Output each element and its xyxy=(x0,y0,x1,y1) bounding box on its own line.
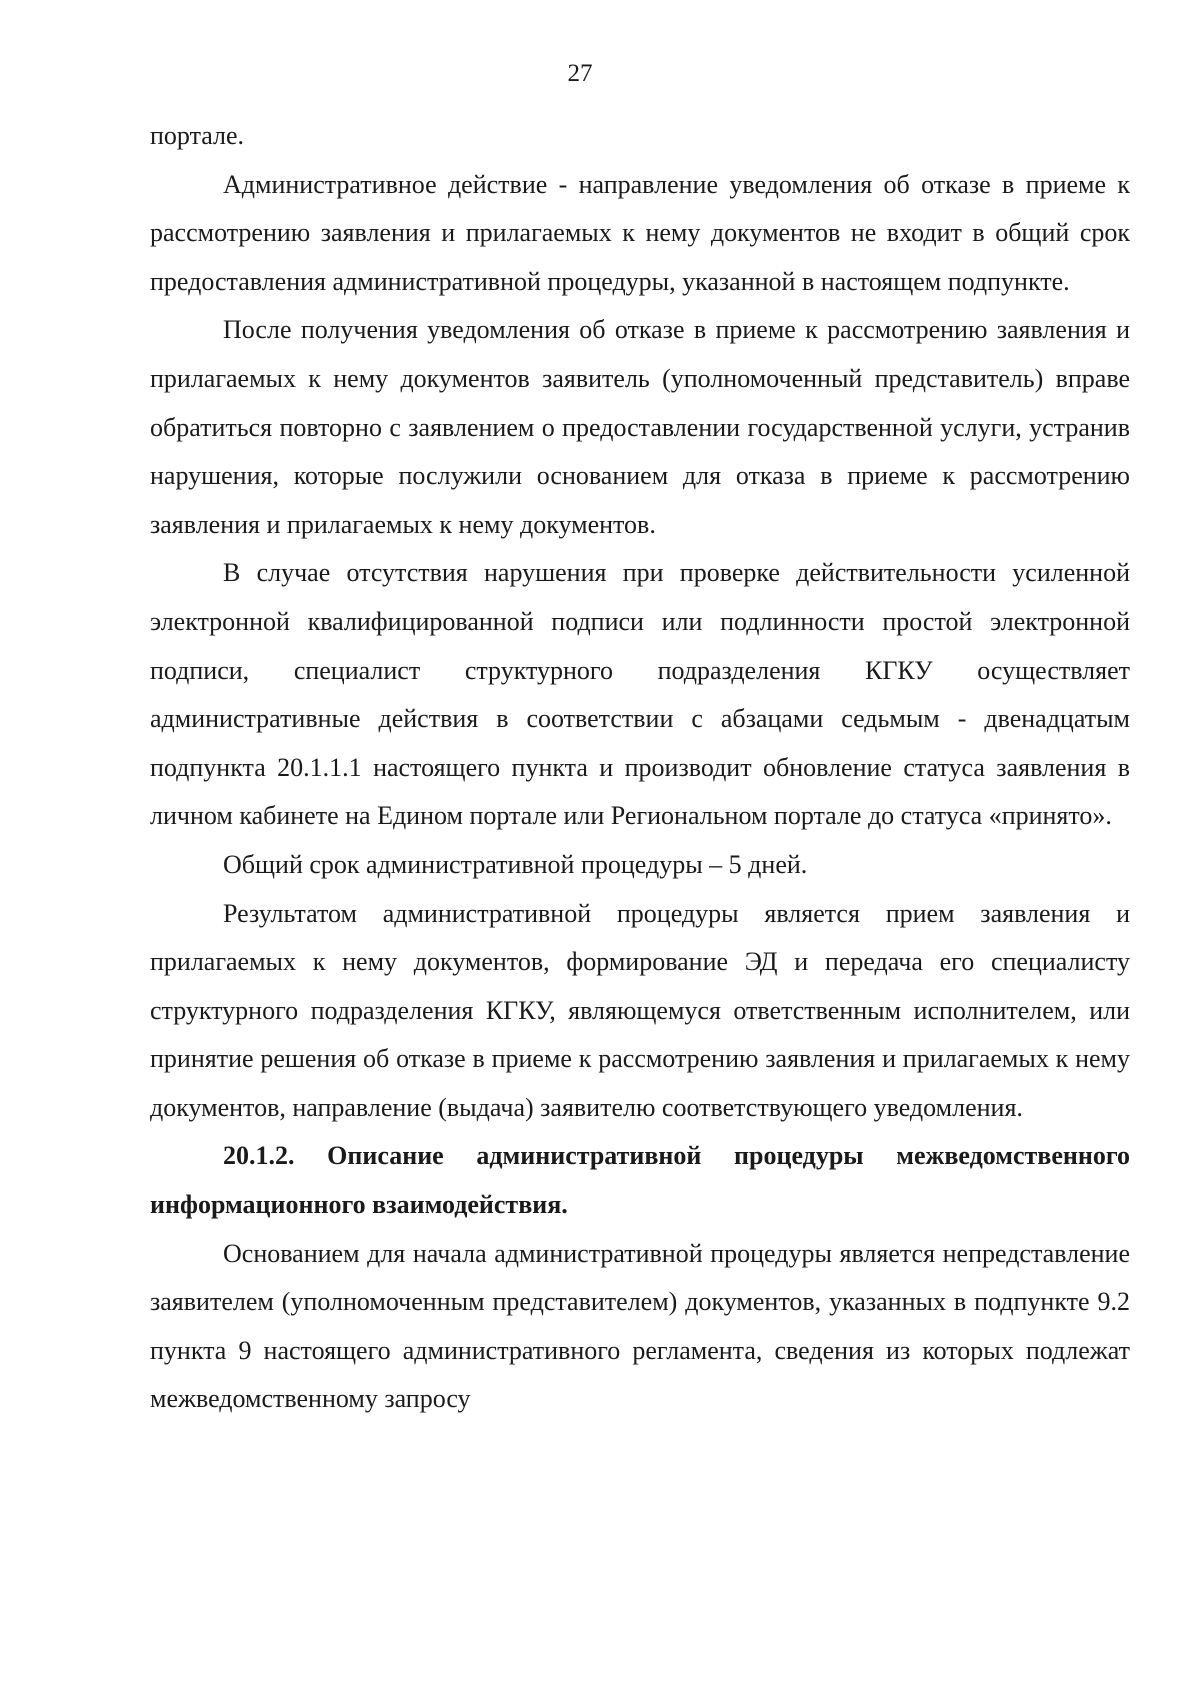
section-heading-20-1-2: 20.1.2. Описание административной процедуры межведомственного информационного взаимодействия. xyxy=(150,1141,1130,1220)
paragraph-continuation: портале. xyxy=(150,121,245,150)
page-number: 27 xyxy=(567,60,593,87)
paragraph-total-term: Общий срок административной процедуры – 5 дней. xyxy=(223,849,808,879)
paragraph-no-violation: В случае отсутствия нарушения при проверке действительности усиленной электронной квалифицированной подписи или подлинности простой электронной подписи, специалист структурного подразделения КГКУ осуществляет административные действия в соответствии с абзацами седьмым - двенадцатым подпункта 20.1.1.1 настоящего пункта и производит обновление статуса заявления в личном кабинете на Едином портале или Региональном портале до статуса «принято». xyxy=(150,558,1130,831)
paragraph-result: Результатом административной процедуры является прием заявления и прилагаемых к нему документов, формирование ЭД и передача его специалисту структурного подразделения КГКУ, являющемуся ответственным исполнителем, или принятие решения об отказе в приеме к рассмотрению заявления и прилагаемых к нему документов, направление (выдача) заявителю соответствующего уведомления. xyxy=(150,898,1130,1122)
paragraph-administrative-action: Административное действие - направление уведомления об отказе в приеме к рассмотрению заявления и прилагаемых к нему документов не входит в общий срок предоставления административной процедуры, указанной в настоящем подпункте. xyxy=(150,169,1130,296)
document-body xyxy=(150,112,1130,1424)
paragraph-after-refusal: После получения уведомления об отказе в приеме к рассмотрению заявления и прилагаемых к нему документов заявитель (уполномоченный представитель) вправе обратиться повторно с заявлением о предоставлении государственной услуги, устранив нарушения, которые послужили основанием для отказа в приеме к рассмотрению заявления и прилагаемых к нему документов. xyxy=(150,315,1130,539)
paragraph-basis: Основанием для начала административной процедуры является непредставление заявителем (уполномоченным представителем) документов, указанных в подпункте 9.2 пункта 9 настоящего административного регламента, сведения из которых подлежат межведомственному запросу xyxy=(150,1238,1130,1414)
